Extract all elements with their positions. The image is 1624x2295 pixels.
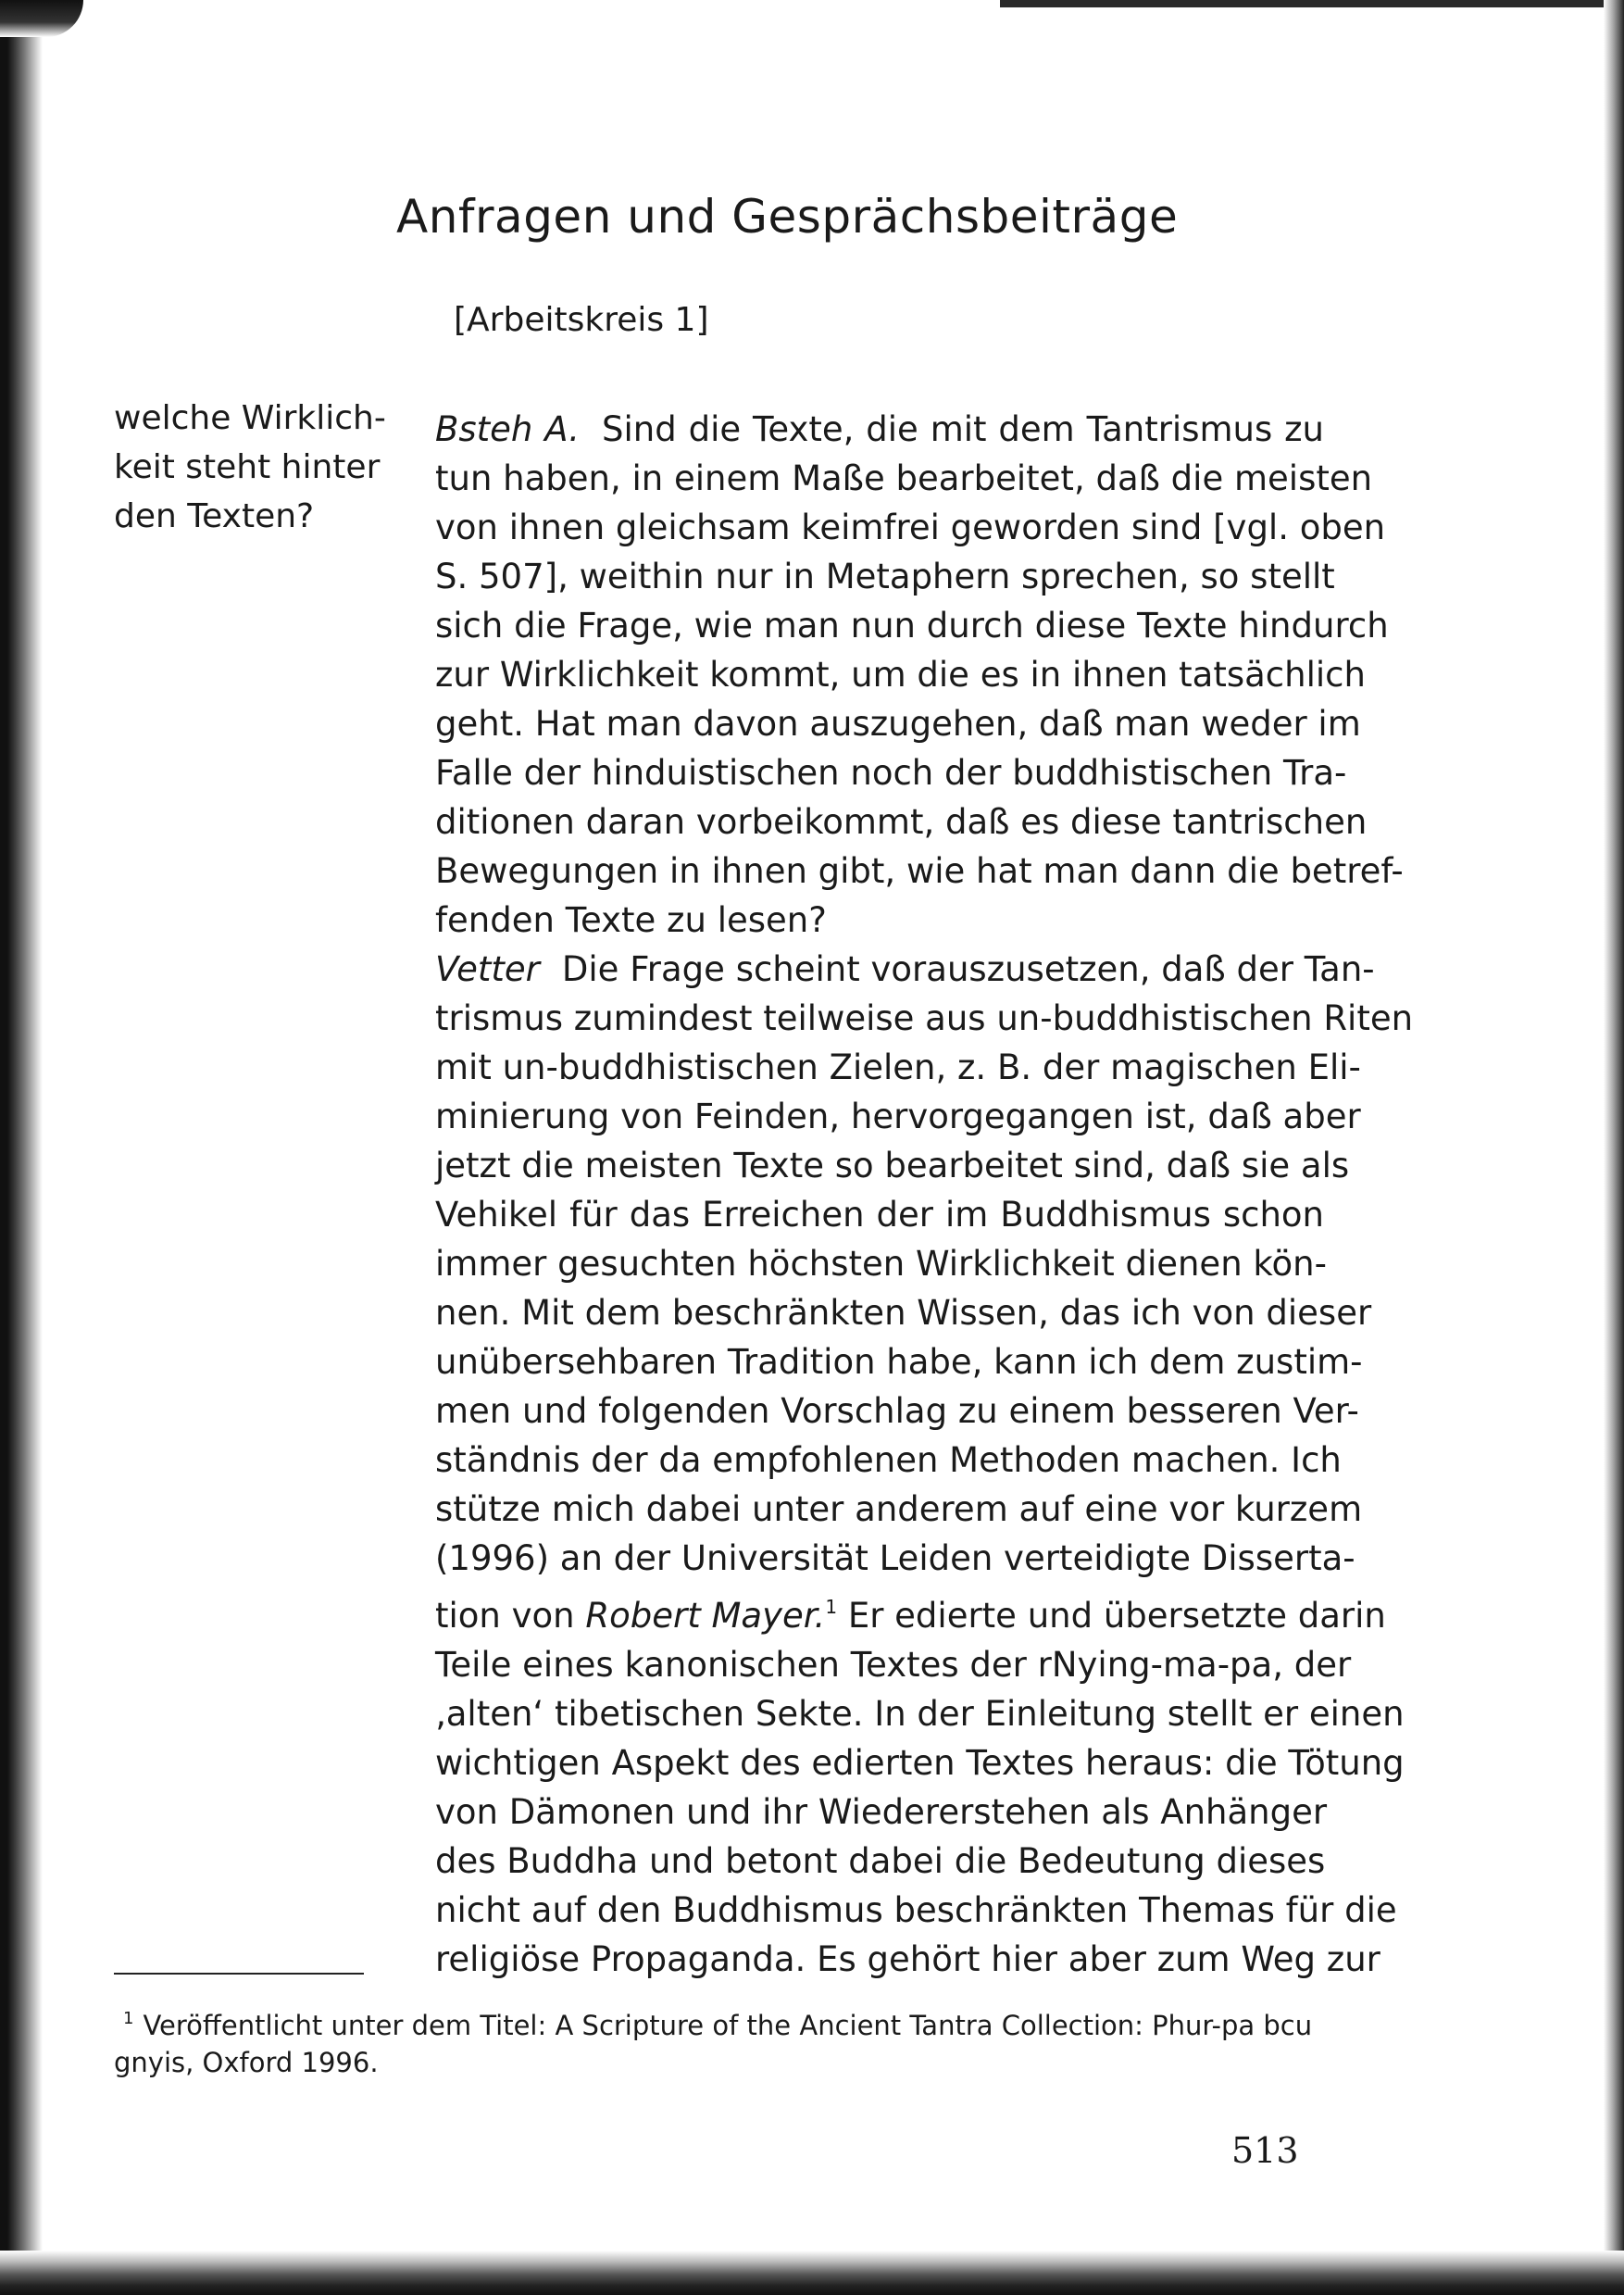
- text-line: trismus zumindest teilweise aus un-buddhistischen Riten: [435, 998, 1414, 1038]
- text-line: stütze mich dabei unter anderem auf eine vor kurzem: [435, 1489, 1363, 1529]
- margin-note-line: den Texten?: [114, 497, 315, 535]
- text-line: sich die Frage, wie man nun durch diese Texte hindurch: [435, 606, 1389, 646]
- margin-note-line: keit steht hinter: [114, 448, 381, 486]
- text-line: nicht auf den Buddhismus beschränkten Themas für die: [435, 1890, 1397, 1930]
- text-line: S. 507], weithin nur in Metaphern sprechen, so stellt: [435, 557, 1335, 596]
- text-line: mit un-buddhistischen Zielen, z. B. der magischen Eli-: [435, 1047, 1361, 1087]
- text-line: immer gesuchten höchsten Wirklichkeit dienen kön-: [435, 1244, 1327, 1284]
- text-line: Bewegungen in ihnen gibt, wie hat man dann die betref-: [435, 851, 1404, 891]
- person-name: Robert Mayer.: [585, 1596, 826, 1636]
- text-span: Sind die Texte, die mit dem Tantrismus zu: [602, 409, 1324, 449]
- page-number: 513: [1231, 2130, 1299, 2171]
- text-line: fenden Texte zu lesen?: [435, 900, 827, 940]
- section-label: [Arbeitskreis 1]: [454, 301, 709, 339]
- text-line: unübersehbaren Tradition habe, kann ich dem zustim-: [435, 1342, 1363, 1382]
- text-line: Falle der hinduistischen noch der buddhistischen Tra-: [435, 753, 1347, 793]
- text-line: des Buddha und betont dabei die Bedeutung dieses: [435, 1841, 1326, 1881]
- footnote-text: Veröffentlicht unter dem Titel: A Scripture of the Ancient Tantra Collection: Phur-pa bcu gnyis, Oxford 1996.: [114, 2010, 1313, 2078]
- body-text: [435, 405, 1414, 1984]
- scan-edge-right: [1604, 0, 1624, 2295]
- footnote-divider: [114, 1973, 364, 1975]
- text-line: ständnis der da empfohlenen Methoden machen. Ich: [435, 1440, 1342, 1480]
- footnote: [114, 2000, 1318, 2081]
- text-line: minierung von Feinden, hervorgegangen ist, daß aber: [435, 1097, 1361, 1136]
- text-line: ditionen daran vorbeikommt, daß es diese tantrischen: [435, 802, 1368, 842]
- text-span: tion von: [435, 1596, 575, 1636]
- text-line: men und folgenden Vorschlag zu einem besseren Ver-: [435, 1391, 1359, 1431]
- text-line: Vehikel für das Erreichen der im Buddhismus schon: [435, 1195, 1324, 1235]
- scan-edge-corner: [0, 0, 83, 37]
- text-line: (1996) an der Universität Leiden verteidigte Disserta-: [435, 1538, 1355, 1578]
- scan-edge-left: [0, 0, 43, 2295]
- text-line: zur Wirklichkeit kommt, um die es in ihnen tatsächlich: [435, 655, 1366, 695]
- text-line: ‚alten‘ tibetischen Sekte. In der Einleitung stellt er einen: [435, 1694, 1405, 1734]
- text-line: [435, 405, 1324, 454]
- text-line: von Dämonen und ihr Wiedererstehen als Anhänger: [435, 1792, 1328, 1832]
- scan-edge-bottom: [0, 2251, 1624, 2295]
- text-line: nen. Mit dem beschränkten Wissen, das ich von dieser: [435, 1293, 1372, 1333]
- text-line: religiöse Propaganda. Es gehört hier aber zum Weg zur: [435, 1939, 1380, 1979]
- page-title: Anfragen und Gesprächsbeiträge: [396, 190, 1179, 244]
- text-line: [435, 945, 1375, 994]
- text-line: wichtigen Aspekt des edierten Textes heraus: die Tötung: [435, 1743, 1405, 1783]
- margin-note: [114, 394, 429, 541]
- text-line: Teile eines kanonischen Textes der rNying-ma-pa, der: [435, 1645, 1352, 1685]
- text-span: Die Frage scheint vorauszusetzen, daß der Tan-: [561, 949, 1375, 989]
- speaker-name: Bsteh A.: [435, 409, 581, 449]
- text-line: [435, 1583, 1386, 1640]
- speaker-name: Vetter: [435, 949, 540, 989]
- text-line: von ihnen gleichsam keimfrei geworden sind [vgl. oben: [435, 508, 1386, 547]
- scan-edge-top: [1000, 0, 1624, 7]
- footnote-reference[interactable]: 1: [825, 1596, 838, 1618]
- margin-note-line: welche Wirklich-: [114, 399, 386, 437]
- footnote-mark: 1: [123, 2009, 134, 2028]
- text-line: jetzt die meisten Texte so bearbeitet sind, daß sie als: [435, 1146, 1350, 1185]
- text-span: Er edierte und übersetzte darin: [847, 1596, 1386, 1636]
- text-line: geht. Hat man davon auszugehen, daß man weder im: [435, 704, 1361, 744]
- text-line: tun haben, in einem Maße bearbeitet, daß die meisten: [435, 458, 1373, 498]
